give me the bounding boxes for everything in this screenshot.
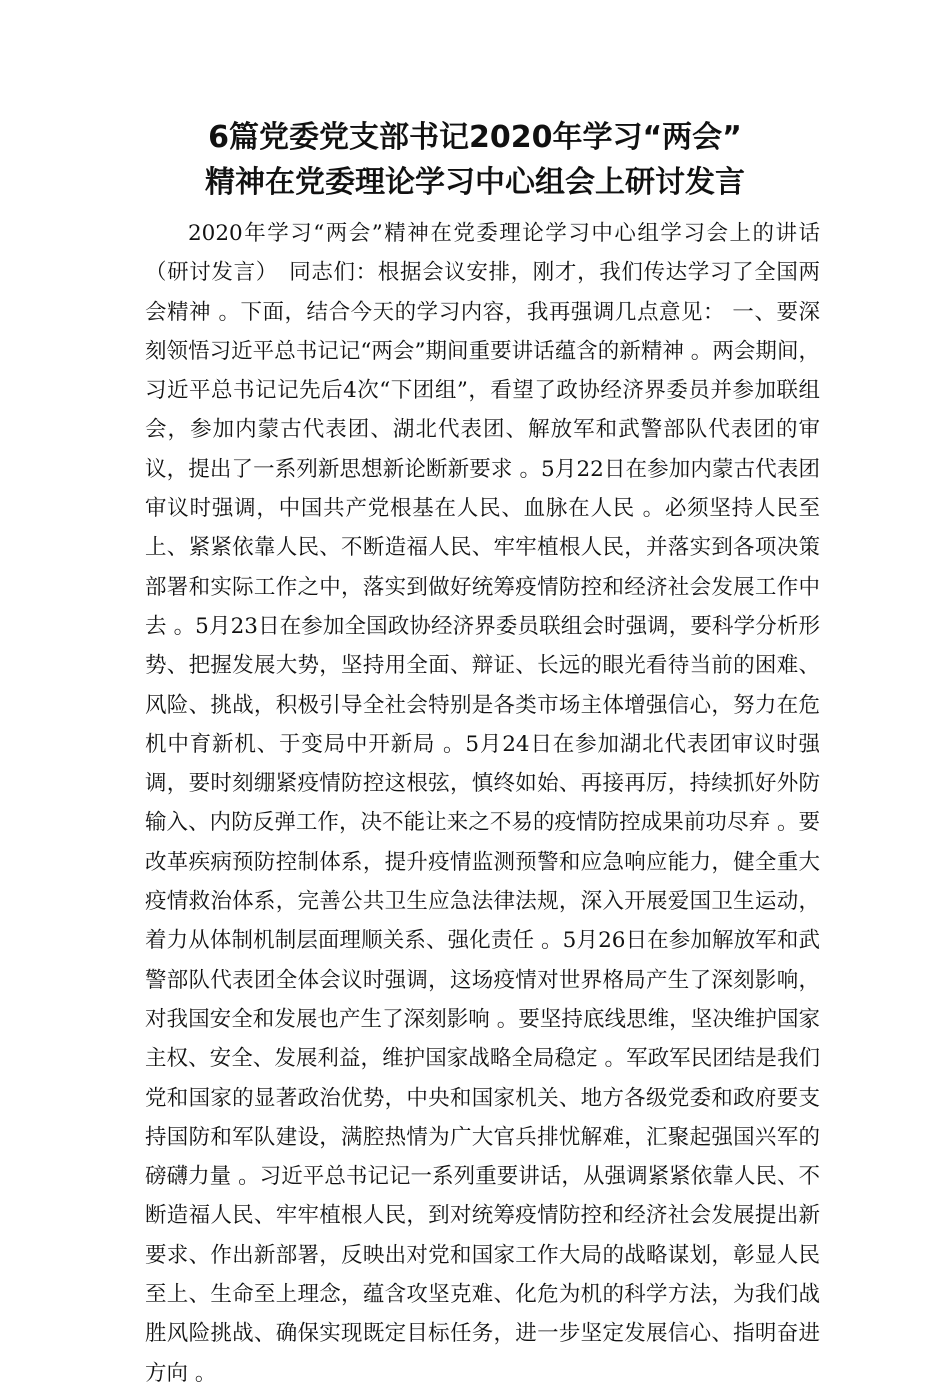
document-title-line-2: 精神在党委理论学习中心组会上研讨发言 — [205, 165, 745, 200]
document-title-line-1: 6篇党委党支部书记2020年学习“两会” — [208, 120, 742, 155]
document-body-paragraph: 2020年学习“两会”精神在党委理论学习中心组学习会上的讲话（研讨发言） 同志们：根据会议安排，刚才，我们传达学习了全国两会精神 。下面，结合今天的学习内容，我再强调几点意见： 一、要深刻领悟习近平总书记记“两会”期间重要讲话蕴含的新精神 。两会期间，习近平总书记记先后4次“下团组”，看望了政协经济界委员并参加联组会，参加内蒙古代表团、湖北代表团、解放军和武警部队代表团的审议，提出了一系列新思想新论断新要求 。5月22日在参加内蒙古代表团审议时强调，中国共产党根基在人民、血脉在人民 。必须坚持人民至上、紧紧依靠人民、不断造福人民、牢牢植根人民，并落实到各项决策部署和实际工作之中，落实到做好统筹疫情防控和经济社会发展工作中去 。5月23日在参加全国政协经济界委员联组会时强调，要科学分析形势、把握发展大势，坚持用全面、辩证、长远的眼光看待当前的困难、风险、挑战，积极引导全社会特别是各类市场主体增强信心，努力在危机中育新机、于变局中开新局 。5月24日在参加湖北代表团审议时强调，要时刻绷紧疫情防控这根弦，慎终如始、再接再厉，持续抓好外防输入、内防反弹工作，决不能让来之不易的疫情防控成果前功尽弃 。要改革疾病预防控制体系，提升疫情监测预警和应急响应能力，健全重大疫情救治体系，完善公共卫生应急法律法规，深入开展爱国卫生运动，着力从体制机制层面理顺关系、强化责任 。5月26日在参加解放军和武警部队代表团全体会议时强调，这场疫情对世界格局产生了深刻影响，对我国安全和发展也产生了深刻影响 。要坚持底线思维，坚决维护国家主权、安全、发展利益，维护国家战略全局稳定 。军政军民团结是我们党和国家的显著政治优势，中央和国家机关、地方各级党委和政府要支持国防和军队建设，满腔热情为广大官兵排忧解难，汇聚起强国兴军的磅礴力量 。习近平总书记记一系列重要讲话，从强调紧紧依靠人民、不断造福人民、牢牢植根人民，到对统筹疫情防控和经济社会发展提出新要求、作出新部署，反映出对党和国家工作大局的战略谋划，彰显人民至上、生命至上理念，蕴含攻坚克难、化危为机的科学方法，为我们战胜风险挑战、确保实现既定目标任务，进一步坚定发展信心、指明奋进方向 。 — [145, 221, 820, 1386]
